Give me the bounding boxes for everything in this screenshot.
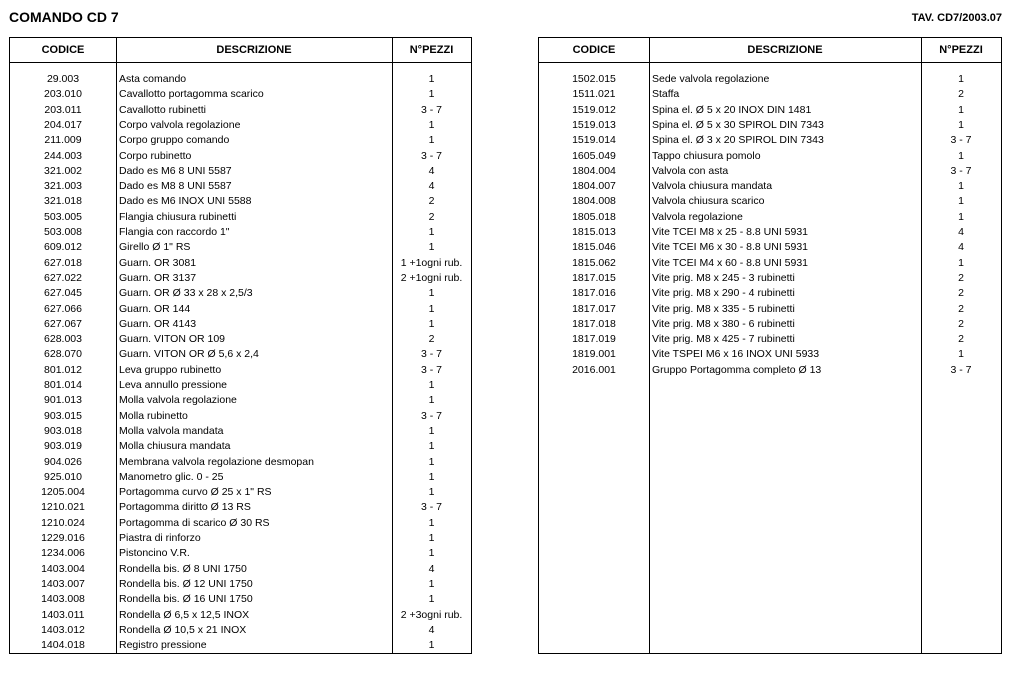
part-description: Vite TCEI M6 x 30 - 8.8 UNI 5931	[652, 241, 809, 254]
part-description: Corpo valvola regolazione	[119, 118, 241, 131]
part-code: 1819.001	[572, 348, 616, 361]
part-description: Vite TCEI M4 x 60 - 8.8 UNI 5931	[652, 256, 809, 269]
part-description: Guarn. VITON OR 109	[119, 333, 226, 346]
part-quantity: 1	[958, 73, 964, 85]
table-row	[10, 72, 471, 87]
table-row	[10, 286, 471, 301]
part-description: Piastra di rinforzo	[119, 532, 201, 544]
part-code: 627.067	[44, 317, 82, 330]
part-code: 903.019	[44, 440, 82, 453]
table-row	[10, 439, 471, 454]
part-code: 1817.017	[572, 302, 616, 315]
part-code: 627.066	[44, 302, 82, 315]
table-row	[539, 347, 1001, 362]
table-row	[539, 317, 1001, 332]
part-description: Corpo gruppo comando	[119, 134, 230, 147]
part-code: 203.010	[44, 88, 82, 101]
table-row	[10, 500, 471, 515]
part-description: Vite prig. M8 x 290 - 4 rubinetti	[652, 287, 795, 300]
part-description: Rondella Ø 10,5 x 21 INOX	[119, 623, 247, 636]
part-quantity: 1	[428, 532, 435, 544]
part-code: 1519.013	[572, 118, 616, 131]
part-description: Vite prig. M8 x 425 - 7 rubinetti	[652, 333, 795, 346]
part-description: Valvola chiusura scarico	[652, 195, 765, 208]
table-row	[10, 592, 471, 607]
part-code: 1403.012	[41, 623, 85, 636]
part-code: 1815.046	[572, 241, 616, 254]
part-code: 1511.021	[572, 88, 616, 101]
table-row	[539, 363, 1001, 378]
table-row	[10, 424, 471, 439]
part-description: Portagomma di scarico Ø 30 RS	[119, 516, 270, 529]
part-description: Rondella bis. Ø 8 UNI 1750	[119, 562, 247, 575]
part-quantity: 2	[428, 195, 435, 208]
part-quantity: 4	[428, 623, 435, 636]
part-quantity: 3 - 7	[950, 164, 972, 177]
part-code: 1403.011	[41, 608, 85, 621]
part-quantity: 2	[958, 287, 964, 300]
table-row	[539, 240, 1001, 255]
table-row	[10, 179, 471, 194]
table-row	[10, 87, 471, 102]
part-description: Valvola chiusura mandata	[652, 180, 773, 193]
part-code: 1815.013	[572, 226, 616, 238]
part-quantity: 1	[958, 118, 964, 131]
part-quantity: 1	[958, 149, 964, 162]
part-description: Guarn. OR 4143	[119, 317, 197, 330]
part-quantity: 2	[958, 271, 964, 284]
part-quantity: 1	[428, 593, 435, 606]
part-quantity: 1	[958, 195, 964, 208]
part-quantity: 1	[428, 134, 435, 147]
part-description: Tappo chiusura pomolo	[652, 149, 761, 162]
part-description: Valvola con asta	[652, 164, 729, 177]
part-code: 2016.001	[572, 363, 616, 376]
part-quantity: 1	[958, 256, 964, 269]
part-quantity: 3 - 7	[950, 134, 972, 147]
part-description: Vite prig. M8 x 245 - 3 rubinetti	[652, 271, 795, 284]
part-description: Guarn. OR 3081	[119, 256, 197, 269]
part-description: Guarn. VITON OR Ø 5,6 x 2,4	[119, 348, 259, 361]
part-code: 321.018	[44, 195, 82, 208]
part-quantity: 1	[428, 486, 435, 499]
part-description: Spina el. Ø 5 x 20 INOX DIN 1481	[652, 103, 812, 116]
table-row	[10, 347, 471, 362]
part-code: 1210.021	[41, 501, 85, 514]
part-code: 211.009	[44, 134, 82, 147]
part-code: 503.005	[44, 210, 82, 223]
part-code: 1817.016	[572, 287, 616, 300]
part-description: Girello Ø 1" RS	[119, 241, 191, 254]
part-description: Dado es M6 8 UNI 5587	[119, 164, 232, 177]
table-row	[10, 118, 471, 133]
part-description: Flangia con raccordo 1"	[119, 226, 230, 238]
column-header-description: DESCRIZIONE	[747, 44, 823, 56]
part-description: Vite TSPEI M6 x 16 INOX UNI 5933	[652, 348, 820, 361]
table-row	[10, 332, 471, 347]
part-description: Staffa	[652, 88, 680, 101]
part-code: 925.010	[44, 470, 82, 483]
part-description: Registro pressione	[119, 639, 207, 652]
column-header-quantity: N°PEZZI	[939, 44, 983, 56]
part-code: 1817.018	[572, 317, 616, 330]
table-row	[539, 225, 1001, 240]
column-header-description: DESCRIZIONE	[216, 44, 292, 56]
part-quantity: 3 - 7	[420, 409, 442, 422]
part-description: Vite prig. M8 x 380 - 6 rubinetti	[652, 317, 795, 330]
part-quantity: 1	[958, 103, 964, 116]
part-code: 904.026	[44, 455, 82, 468]
part-description: Portagomma curvo Ø 25 x 1" RS	[119, 486, 272, 499]
part-code: 1205.004	[41, 486, 85, 499]
part-quantity: 2	[428, 210, 435, 223]
column-header-quantity: N°PEZZI	[409, 44, 454, 56]
table-row	[10, 317, 471, 332]
part-code: 1519.014	[572, 134, 616, 147]
part-description: Molla rubinetto	[119, 409, 188, 422]
table-row	[539, 103, 1001, 118]
table-row	[539, 194, 1001, 209]
table-row	[539, 286, 1001, 301]
column-header-code: CODICE	[572, 44, 616, 56]
part-quantity: 2	[958, 88, 964, 101]
part-quantity: 1	[428, 547, 435, 560]
part-code: 901.013	[44, 394, 82, 407]
part-code: 1815.062	[572, 256, 616, 269]
part-code: 801.012	[44, 363, 82, 376]
column-header-code: CODICE	[41, 44, 85, 56]
table-row	[10, 271, 471, 286]
part-code: 627.022	[44, 271, 82, 284]
part-code: 503.008	[44, 226, 82, 238]
table-row	[10, 638, 471, 653]
table-row	[539, 179, 1001, 194]
part-code: 903.015	[44, 409, 82, 422]
table-row	[10, 149, 471, 164]
table-row	[10, 608, 471, 623]
table-row	[10, 302, 471, 317]
page-title: COMANDO CD 7	[9, 9, 119, 25]
part-quantity: 2	[958, 302, 964, 315]
part-quantity: 1 +1ogni rub.	[400, 256, 463, 269]
table-row	[10, 409, 471, 424]
table-row	[539, 210, 1001, 225]
part-quantity: 1	[428, 455, 435, 468]
part-quantity: 3 - 7	[420, 363, 442, 376]
part-quantity: 1	[428, 470, 435, 483]
part-quantity: 1	[428, 577, 435, 590]
part-quantity: 1	[428, 317, 435, 330]
part-quantity: 2 +1ogni rub.	[400, 271, 463, 284]
part-quantity: 2	[958, 317, 964, 330]
part-code: 29.003	[46, 73, 80, 85]
part-description: Rondella Ø 6,5 x 12,5 INOX	[119, 608, 250, 621]
part-description: Rondella bis. Ø 16 UNI 1750	[119, 593, 253, 606]
part-code: 1403.004	[41, 562, 85, 575]
part-description: Cavallotto rubinetti	[119, 103, 206, 116]
part-quantity: 3 - 7	[420, 348, 442, 361]
part-description: Sede valvola regolazione	[652, 73, 770, 85]
part-quantity: 4	[428, 180, 435, 193]
part-quantity: 3 - 7	[420, 501, 442, 514]
table-row	[539, 164, 1001, 179]
part-description: Pistoncino V.R.	[119, 547, 190, 560]
table-row	[10, 363, 471, 378]
part-description: Dado es M8 8 UNI 5587	[119, 180, 232, 193]
drawing-reference: TAV. CD7/2003.07	[911, 12, 1002, 24]
part-quantity: 4	[428, 164, 435, 177]
part-description: Vite prig. M8 x 335 - 5 rubinetti	[652, 302, 795, 315]
part-code: 1403.007	[41, 577, 85, 590]
part-code: 203.011	[44, 103, 82, 116]
table-row	[10, 516, 471, 531]
table-row	[10, 240, 471, 255]
part-description: Spina el. Ø 5 x 30 SPIROL DIN 7343	[652, 118, 824, 131]
table-row	[10, 485, 471, 500]
part-code: 1817.019	[572, 333, 616, 346]
table-header	[539, 38, 1001, 63]
table-row	[10, 623, 471, 638]
part-quantity: 1	[428, 287, 435, 300]
part-description: Molla valvola mandata	[119, 424, 224, 437]
table-row	[10, 470, 471, 485]
part-quantity: 1	[958, 210, 964, 223]
part-quantity: 1	[428, 73, 435, 85]
table-row	[10, 378, 471, 393]
table-row	[539, 332, 1001, 347]
table-row	[10, 194, 471, 209]
part-code: 627.045	[44, 287, 82, 300]
table-header	[10, 38, 471, 63]
part-quantity: 1	[958, 180, 964, 193]
part-description: Guarn. OR 3137	[119, 271, 197, 284]
part-code: 801.014	[44, 379, 82, 391]
part-code: 1502.015	[572, 73, 616, 85]
part-description: Flangia chiusura rubinetti	[119, 210, 237, 223]
part-quantity: 3 - 7	[420, 103, 442, 116]
table-row	[539, 149, 1001, 164]
part-code: 1519.012	[572, 103, 616, 116]
part-code: 609.012	[44, 241, 82, 254]
part-quantity: 1	[428, 639, 435, 652]
part-description: Cavallotto portagomma scarico	[119, 88, 264, 101]
part-code: 1234.006	[41, 547, 85, 560]
part-quantity: 1	[428, 241, 435, 254]
table-row	[539, 302, 1001, 317]
part-code: 1404.018	[41, 639, 85, 652]
table-row	[539, 133, 1001, 148]
part-description: Dado es M6 INOX UNI 5588	[119, 195, 252, 208]
part-description: Spina el. Ø 3 x 20 SPIROL DIN 7343	[652, 134, 824, 147]
part-code: 1804.008	[572, 195, 616, 208]
table-row	[10, 256, 471, 271]
part-code: 1805.018	[572, 210, 616, 223]
table-row	[539, 72, 1001, 87]
part-description: Molla chiusura mandata	[119, 440, 231, 453]
part-quantity: 2 +3ogni rub.	[400, 608, 463, 621]
table-row	[10, 562, 471, 577]
part-quantity: 1	[428, 88, 435, 101]
table-row	[10, 393, 471, 408]
part-quantity: 1	[428, 379, 435, 391]
table-row	[10, 133, 471, 148]
part-description: Membrana valvola regolazione desmopan	[119, 455, 314, 468]
part-quantity: 4	[958, 226, 964, 238]
table-row	[539, 118, 1001, 133]
part-quantity: 2	[428, 333, 435, 346]
part-description: Guarn. OR Ø 33 x 28 x 2,5/3	[119, 287, 253, 300]
part-description: Leva annullo pressione	[119, 379, 227, 391]
part-code: 1605.049	[572, 149, 616, 162]
part-code: 1229.016	[41, 532, 85, 544]
part-quantity: 4	[428, 562, 435, 575]
parts-table-left	[9, 37, 472, 654]
part-code: 1403.008	[41, 593, 85, 606]
table-row	[10, 577, 471, 592]
part-code: 1210.024	[41, 516, 85, 529]
part-code: 321.002	[44, 164, 82, 177]
part-quantity: 3 - 7	[950, 363, 972, 376]
part-quantity: 1	[428, 394, 435, 407]
part-code: 1804.004	[572, 164, 616, 177]
part-code: 321.003	[44, 180, 82, 193]
table-row	[539, 271, 1001, 286]
part-quantity: 1	[428, 302, 435, 315]
part-quantity: 1	[958, 348, 964, 361]
table-row	[539, 87, 1001, 102]
table-row	[10, 103, 471, 118]
parts-table-right	[538, 37, 1002, 654]
table-row	[10, 210, 471, 225]
part-code: 628.003	[44, 333, 82, 346]
part-description: Molla valvola regolazione	[119, 394, 237, 407]
table-row	[10, 546, 471, 561]
part-description: Vite TCEI M8 x 25 - 8.8 UNI 5931	[652, 226, 809, 238]
part-code: 903.018	[44, 424, 82, 437]
part-description: Valvola regolazione	[652, 210, 743, 223]
part-quantity: 4	[958, 241, 964, 254]
part-quantity: 1	[428, 424, 435, 437]
part-description: Rondella bis. Ø 12 UNI 1750	[119, 577, 253, 590]
part-quantity: 3 - 7	[420, 149, 442, 162]
part-code: 628.070	[44, 348, 82, 361]
part-description: Gruppo Portagomma completo Ø 13	[652, 363, 822, 376]
part-code: 204.017	[44, 118, 82, 131]
part-quantity: 1	[428, 118, 435, 131]
part-description: Leva gruppo rubinetto	[119, 363, 222, 376]
table-row	[10, 455, 471, 470]
part-description: Corpo rubinetto	[119, 149, 192, 162]
table-row	[10, 225, 471, 240]
part-description: Guarn. OR 144	[119, 302, 191, 315]
part-code: 1817.015	[572, 271, 616, 284]
part-code: 627.018	[44, 256, 82, 269]
part-description: Asta comando	[119, 73, 187, 85]
part-quantity: 1	[428, 440, 435, 453]
table-row	[10, 164, 471, 179]
part-description: Manometro glic. 0 - 25	[119, 470, 224, 483]
part-quantity: 2	[958, 333, 964, 346]
table-row	[10, 531, 471, 546]
part-quantity: 1	[428, 516, 435, 529]
part-code: 244.003	[44, 149, 82, 162]
part-description: Portagomma diritto Ø 13 RS	[119, 501, 251, 514]
table-row	[539, 256, 1001, 271]
part-code: 1804.007	[572, 180, 616, 193]
part-quantity: 1	[428, 226, 435, 238]
